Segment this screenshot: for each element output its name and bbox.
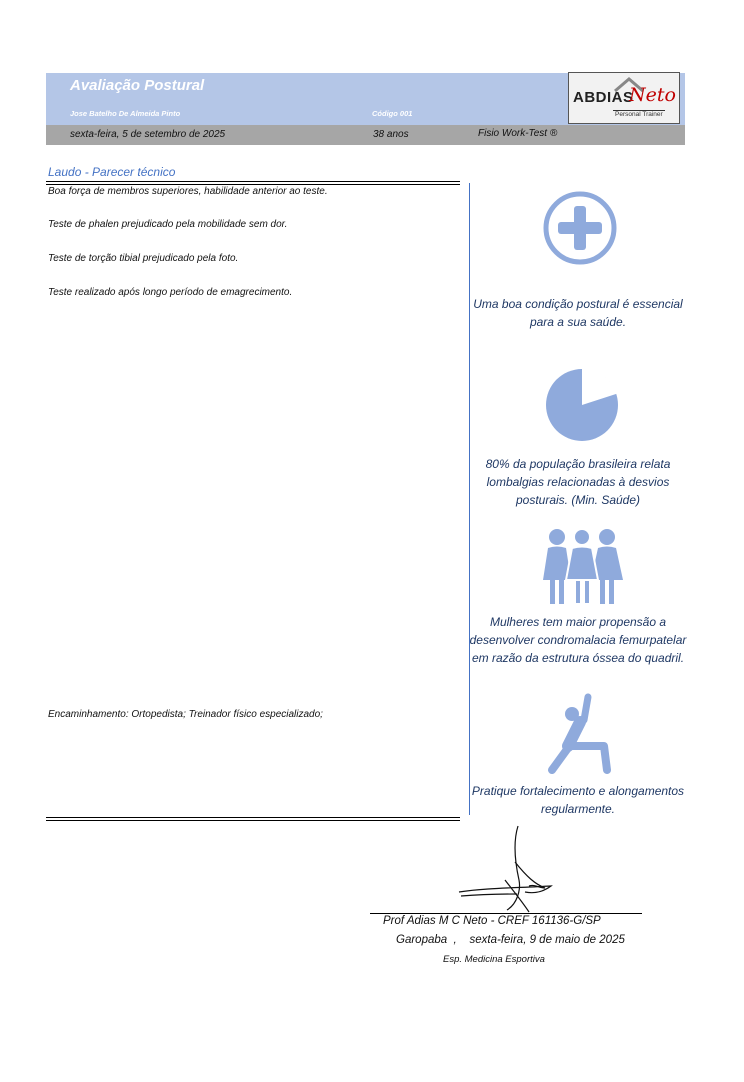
signature-line bbox=[370, 913, 642, 914]
place-date: Garopaba , sexta-feira, 9 de maio de 2025 bbox=[396, 934, 625, 946]
report-title: Laudo - Parecer técnico bbox=[48, 165, 176, 179]
signer-specialty: Esp. Medicina Esportiva bbox=[443, 954, 545, 965]
referral: Encaminhamento: Ortopedista; Treinador físico especializado; bbox=[48, 709, 323, 720]
report-line: Boa força de membros superiores, habilidade anterior ao teste. bbox=[48, 186, 328, 197]
logo-brand-a: ABDIAS bbox=[573, 89, 634, 106]
report-line: Teste realizado após longo período de emagrecimento. bbox=[48, 287, 293, 298]
logo-brand-b: Neto bbox=[629, 84, 676, 106]
signature-scribble bbox=[455, 822, 565, 914]
patient-name: Jose Batelho De Almeida Pinto bbox=[70, 109, 181, 118]
evaluation-date: sexta-feira, 5 de setembro de 2025 bbox=[70, 129, 226, 140]
logo-tagline: Personal Trainer bbox=[615, 111, 663, 118]
plus-circle-icon bbox=[543, 191, 617, 265]
sidebar-text-posture: Uma boa condição postural é essencial para a sua saúde. bbox=[473, 297, 683, 329]
page-title: Avaliação Postural bbox=[70, 77, 205, 94]
report-line: Teste de phalen prejudicado pela mobilidade sem dor. bbox=[48, 219, 288, 230]
patient-age: 38 anos bbox=[373, 129, 409, 140]
report-rule-top-2 bbox=[46, 184, 460, 185]
report-rule-bottom-2 bbox=[46, 820, 460, 821]
pie-chart-icon bbox=[545, 368, 619, 442]
sidebar-text-statistic: 80% da população brasileira relata lombalgias relacionadas à desvios posturais. (Min. Saúde) bbox=[485, 457, 671, 507]
sidebar-text-women: Mulheres tem maior propensão a desenvolver condromalacia femurpatelar em razão da estrutura óssea do quadril. bbox=[469, 615, 687, 665]
stretching-person-icon bbox=[546, 692, 612, 776]
brand-logo bbox=[568, 72, 680, 124]
test-name: Fisio Work-Test ® bbox=[478, 128, 558, 139]
report-line: Teste de torção tibial prejudicado pela foto. bbox=[48, 253, 239, 264]
report-rule-top bbox=[46, 181, 460, 182]
women-group-icon bbox=[541, 528, 625, 606]
signer-name: Prof Adias M C Neto - CREF 161136-G/SP bbox=[383, 915, 601, 927]
patient-code: Código 001 bbox=[372, 109, 413, 118]
sidebar-text-advice: Pratique fortalecimento e alongamentos regularmente. bbox=[471, 784, 685, 816]
report-rule-bottom bbox=[46, 817, 460, 818]
